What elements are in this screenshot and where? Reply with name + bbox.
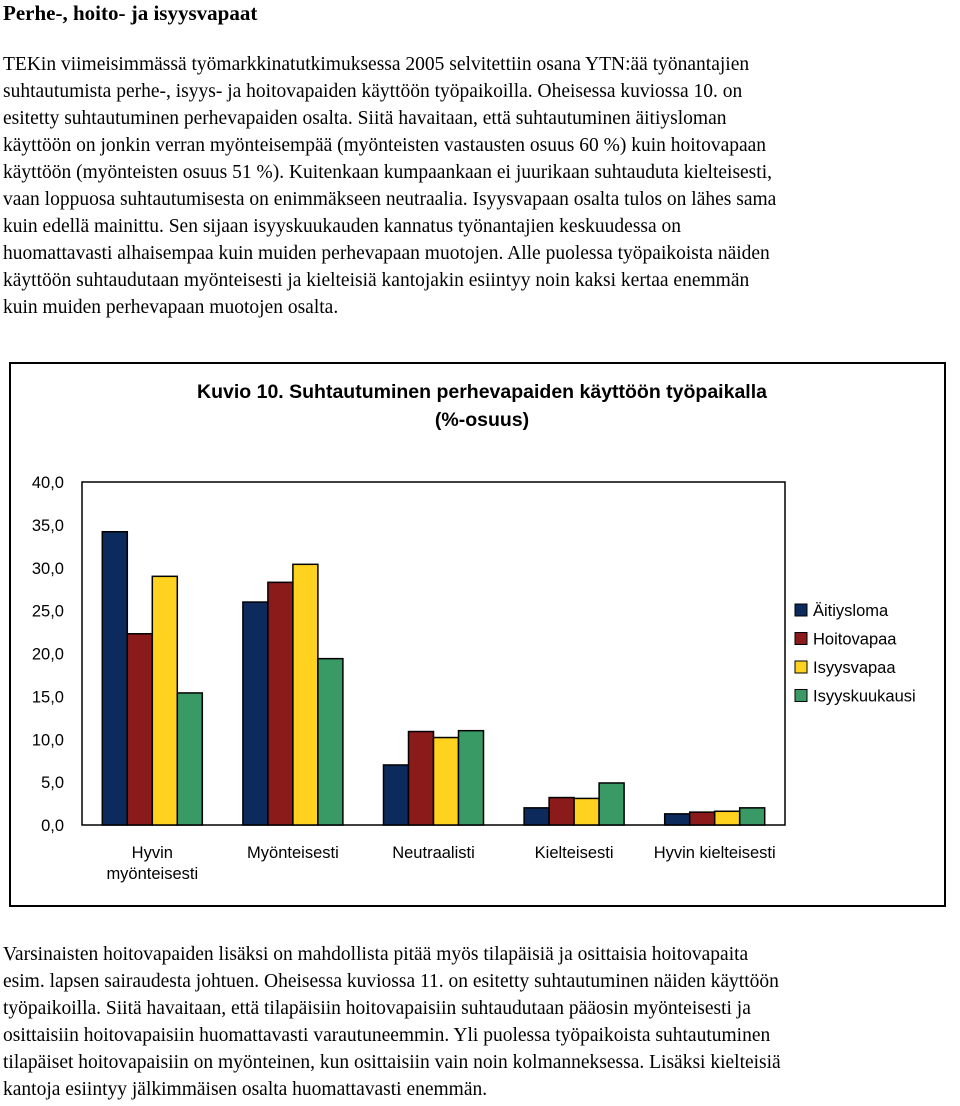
bar-isyysvapaa bbox=[152, 576, 177, 825]
bar-hoitovapaa bbox=[690, 812, 715, 825]
legend-label: Hoitovapaa bbox=[813, 630, 897, 649]
bar-hoitovapaa bbox=[127, 634, 152, 825]
legend-label: Isyysvapaa bbox=[813, 659, 896, 677]
y-tick-label: 0,0 bbox=[41, 817, 64, 835]
x-tick-label: Neutraalisti bbox=[392, 844, 475, 862]
legend-label: Isyyskuukausi bbox=[813, 687, 916, 706]
chart-title: Kuvio 10. Suhtautuminen perhevapaiden käyttöön työpaikalla bbox=[197, 381, 767, 403]
chart-subtitle: (%-osuus) bbox=[434, 409, 530, 431]
bar-hoitovapaa bbox=[409, 732, 434, 825]
y-tick-label: 35,0 bbox=[31, 516, 64, 535]
intro-paragraph-line: vaan loppuosa suhtautumisesta on enimmäkseen neutraalia. Isyysvapaan osalta tulos on lähes sama bbox=[3, 189, 777, 210]
x-tick-label: Hyvin bbox=[131, 844, 173, 862]
y-tick-label: 25,0 bbox=[31, 602, 64, 621]
x-tick-label: Kielteisesti bbox=[534, 844, 614, 862]
outro-paragraph-line: kantoja esiintyy jälkimmäisen osalta huomattavasti enemmän. bbox=[3, 1079, 488, 1100]
bar-hoitovapaa bbox=[268, 582, 293, 825]
bar-isyyskuukausi bbox=[177, 693, 202, 825]
x-tick-label: Hyvin kielteisesti bbox=[653, 844, 776, 862]
bar-isyysvapaa bbox=[434, 738, 459, 825]
intro-paragraph-line: käyttöön on jonkin verran myönteisempää (myönteisten vastausten osuus 60 %) kuin hoitovapaan bbox=[3, 135, 767, 156]
intro-paragraph-line: käyttöön (myönteisten osuus 51 %). Kuitenkaan kumpaankaan ei juurikaan suhtauduta kielteisesti, bbox=[3, 162, 772, 183]
intro-paragraph-line: käyttöön suhtaudutaan myönteisesti ja kielteisiä kantojakin esiintyy noin kaksi kertaa enemmän bbox=[3, 270, 750, 291]
x-tick-label: myönteisesti bbox=[106, 865, 199, 883]
x-tick-label: Myönteisesti bbox=[247, 844, 339, 862]
bar-isyysvapaa bbox=[293, 564, 318, 825]
legend-swatch bbox=[795, 661, 807, 673]
legend-swatch bbox=[795, 690, 807, 702]
legend-label: Äitiysloma bbox=[813, 602, 889, 620]
y-tick-label: 10,0 bbox=[31, 731, 64, 750]
bar-isyysvapaa bbox=[574, 798, 599, 825]
bar-äitiysloma bbox=[102, 532, 127, 825]
y-tick-label: 20,0 bbox=[31, 645, 64, 664]
outro-paragraph bbox=[3, 941, 955, 1103]
y-tick-label: 40,0 bbox=[31, 474, 64, 492]
intro-paragraph-line: esitetty suhtautuminen perhevapaiden osalta. Siitä havaitaan, että suhtautuminen äitiysloman bbox=[3, 108, 727, 129]
y-tick-label: 5,0 bbox=[41, 774, 64, 793]
section-heading: Perhe-, hoito- ja isyysvapaat bbox=[3, 1, 258, 25]
legend-swatch bbox=[795, 633, 807, 645]
bar-äitiysloma bbox=[665, 814, 690, 825]
bar-äitiysloma bbox=[524, 808, 549, 825]
intro-paragraph-line: TEKin viimeisimmässä työmarkkinatutkimuksessa 2005 selvitettiin osana YTN:ää työnantajien bbox=[3, 54, 750, 75]
outro-paragraph-line: tilapäiset hoitovapaisiin on myönteinen, kun osittaisiin vain noin kolmanneksessa. Lisäksi kielteisiä bbox=[3, 1052, 781, 1073]
bar-isyyskuukausi bbox=[318, 659, 343, 825]
legend-swatch bbox=[795, 604, 807, 616]
y-tick-label: 15,0 bbox=[31, 688, 64, 707]
y-tick-label: 30,0 bbox=[31, 559, 64, 578]
bar-isyysvapaa bbox=[715, 811, 740, 825]
outro-paragraph-line: osittaisiin hoitovapaisiin huomattavasti varautuneemmin. Yli puolessa työpaikoista suhtautuminen bbox=[3, 1025, 771, 1046]
bar-isyyskuukausi bbox=[740, 808, 765, 825]
intro-paragraph-line: huomattavasti alhaisempaa kuin muiden perhevapaan muotojen. Alle puolessa työpaikoista näiden bbox=[3, 243, 770, 264]
intro-paragraph-line: kuin muiden perhevapaan muotojen osalta. bbox=[3, 297, 339, 318]
bar-isyyskuukausi bbox=[459, 731, 484, 825]
outro-paragraph-line: esim. lapsen sairaudesta johtuen. Oheisessa kuviossa 11. on esitetty suhtautuminen näiden käyttöön bbox=[3, 971, 779, 992]
bar-äitiysloma bbox=[384, 765, 409, 825]
bar-isyyskuukausi bbox=[599, 783, 624, 825]
intro-paragraph-line: suhtautumista perhe-, isyys- ja hoitovapaiden käyttöön työpaikoilla. Oheisessa kuviossa 10. on bbox=[3, 81, 743, 102]
outro-paragraph-line: työpaikoilla. Siitä havaitaan, että tilapäisiin hoitovapaisiin suhtaudutaan pääosin myönteisesti ja bbox=[3, 998, 751, 1019]
bar-hoitovapaa bbox=[549, 798, 574, 825]
intro-paragraph-line: kuin edellä mainittu. Sen sijaan isyyskuukauden kannatus työnantajien keskuudessa on bbox=[3, 216, 682, 237]
bar-äitiysloma bbox=[243, 602, 268, 825]
outro-paragraph-line: Varsinaisten hoitovapaiden lisäksi on mahdollista pitää myös tilapäisiä ja osittaisia hoitovapaita bbox=[3, 944, 749, 965]
